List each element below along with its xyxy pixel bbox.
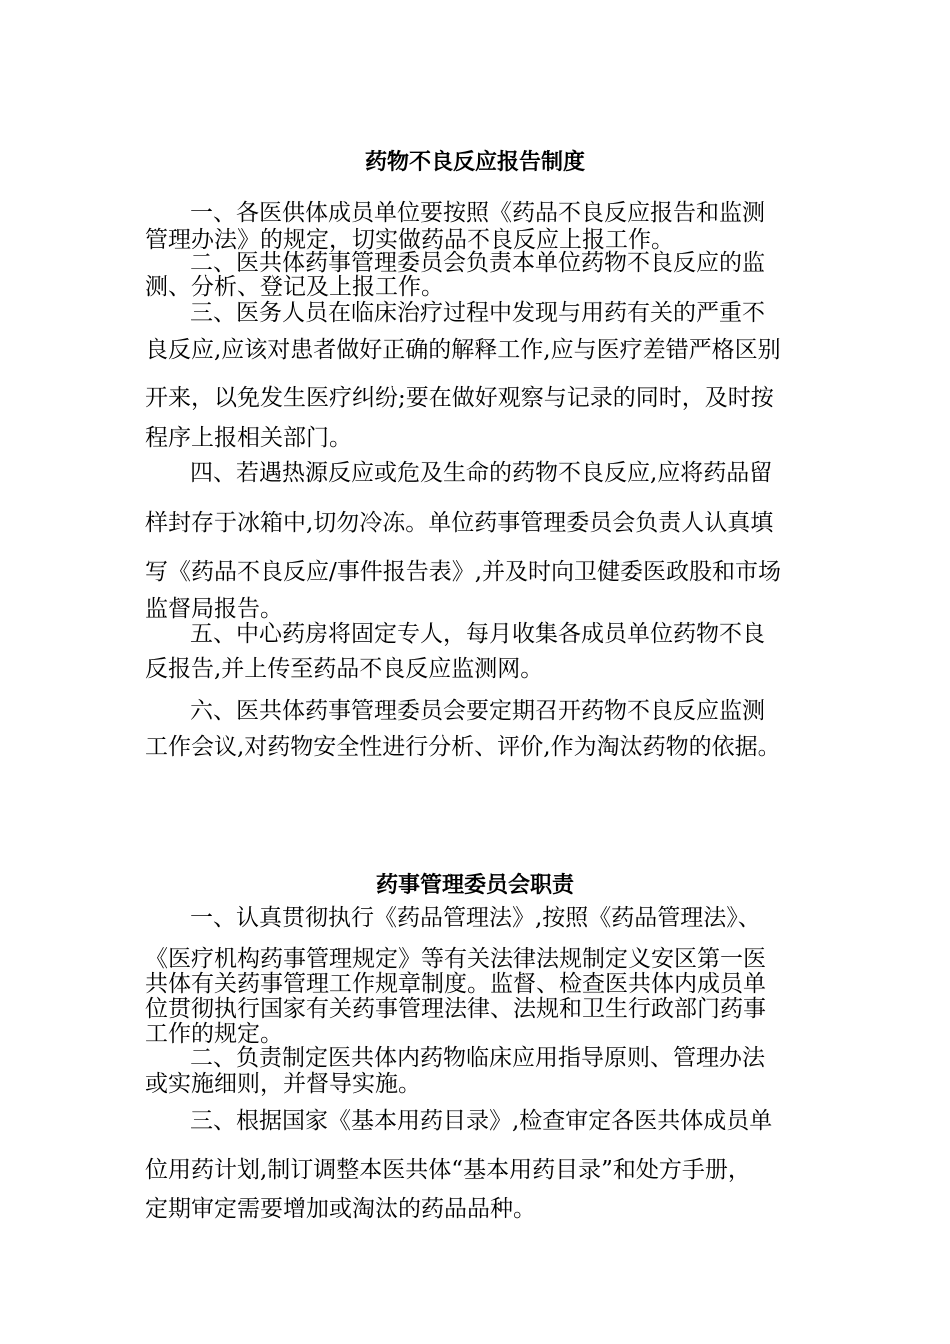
section-2-line: 共体有关药事管理工作规章制度。监督、检查医共体内成员单 [145,971,766,997]
section-2-line: 位贯彻执行国家有关药事管理法律、法规和卫生行政部门药事 [145,996,766,1022]
section-2-line: 位用药计划,制订调整本医共体“基本用药目录”和处方手册， [145,1157,751,1183]
section-2-line: 工作的规定。 [145,1021,283,1047]
section-1-line: 开来，以免发生医疗纠纷;要在做好观察与记录的同时，及时按 [145,385,774,411]
section-1-line: 四、若遇热源反应或危及生命的药物不良反应,应将药品留 [190,460,773,486]
section-2-line: 定期审定需要增加或淘汰的药品品种。 [145,1196,536,1222]
section-1-line: 管理办法》的规定，切实做药品不良反应上报工作。 [145,227,674,253]
section-2-title: 药事管理委员会职责 [375,872,574,898]
section-1-line: 程序上报相关部门。 [145,425,352,451]
section-2-line: 《医疗机构药事管理规定》等有关法律法规制定义安区第一医 [145,946,766,972]
section-2-line: 二、负责制定医共体内药物临床应用指导原则、管理办法 [190,1045,765,1071]
section-1-line: 六、医共体药事管理委员会要定期召开药物不良反应监测 [190,698,765,724]
section-1-line: 工作会议,对药物安全性进行分析、评价,作为淘汰药物的依据。 [145,734,781,760]
section-1-line: 三、医务人员在临床治疗过程中发现与用药有关的严重不 [190,300,765,326]
section-1-line: 良反应,应该对患者做好正确的解释工作,应与医疗差错严格区别 [145,337,781,363]
section-2-line: 一、认真贯彻执行《药品管理法》,按照《药品管理法》、 [190,905,761,931]
section-1-line: 二、医共体药事管理委员会负责本单位药物不良反应的监 [190,250,765,276]
section-1-line: 样封存于冰箱中,切勿冷冻。单位药事管理委员会负责人认真填 [145,510,774,536]
section-1-line: 五、中心药房将固定专人，每月收集各成员单位药物不良 [190,621,765,647]
section-1-line: 反报告,并上传至药品不良反应监测网。 [145,656,544,682]
section-1-line: 写《药品不良反应/事件报告表》,并及时向卫健委医政股和市场 [145,559,782,585]
section-1-line: 一、各医供体成员单位要按照《药品不良反应报告和监测 [190,200,765,226]
section-1-line: 测、分析、登记及上报工作。 [145,274,444,300]
section-1-line: 监督局报告。 [145,596,283,622]
section-2-line: 或实施细则，并督导实施。 [145,1071,421,1097]
section-2-line: 三、根据国家《基本用药目录》,检查审定各医共体成员单 [190,1108,773,1134]
section-1-title: 药物不良反应报告制度 [364,149,585,175]
